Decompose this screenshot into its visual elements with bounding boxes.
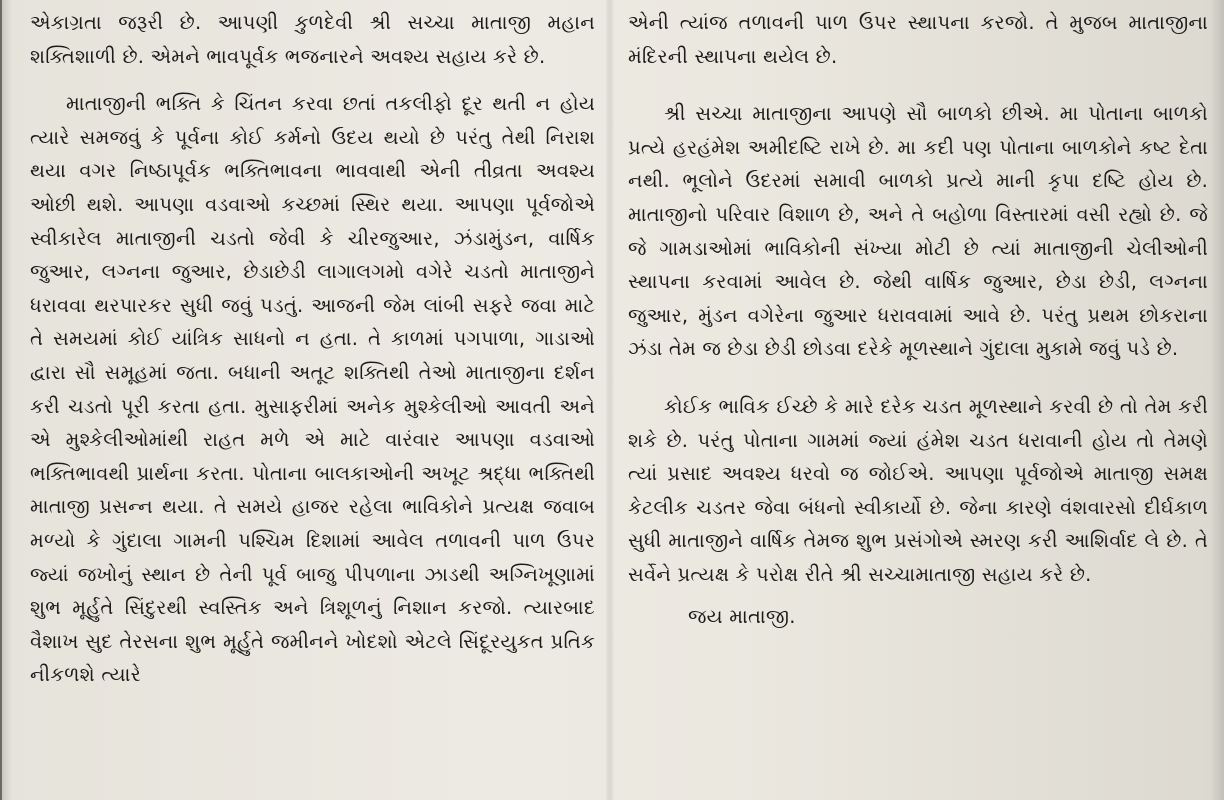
right-text-column bbox=[628, 6, 1208, 633]
page-gutter bbox=[606, 0, 614, 800]
left-text-column bbox=[30, 6, 595, 692]
right-page-edge bbox=[1210, 0, 1224, 800]
left-page-edge bbox=[0, 0, 12, 800]
left-paragraph-2: માતાજીની ભક્તિ કે ચિંતન કરવા છતાં તકલીફો દૂર થતી ન હોય ત્યારે સમજવું કે પૂર્વના કોઈ કર્મનો ઉદય થયો છે પરંતુ તેથી નિરાશ થયા વગર નિષ્ઠાપૂર્વક ભક્તિભાવના ભાવવાથી એની તીવ્રતા અવશ્ય ઓછી થશે. આપણા વડવાઓ કચ્છમાં સ્થિર થયા. આપણા પૂર્વજોએ સ્વીકારેલ માતાજીની ચડતો જેવી કે ચીરજુઆર, ઝંડામુંડન, વાર્ષિક જુઆર, લગ્નના જુઆર, છેડાછેડી લાગાલગમો વગેરે ચડતો માતાજીને ધરાવવા થરપારકર સુધી જવું પડતું. આજની જેમ લાંબી સફરે જવા માટે તે સમયમાં કોઈ યાંત્રિક સાધનો ન હતા. તે કાળમાં પગપાળા, ગાડાઓ દ્વારા સૌ સમૂહમાં જતા. બધાની અતૂટ શક્તિથી તેઓ માતાજીના દર્શન કરી ચડતો પૂરી કરતા હતા. મુસાફરીમાં અનેક મુશ્કેલીઓ આવતી અને એ મુશ્કેલીઓમાંથી રાહત મળે એ માટે વારંવાર આપણા વડવાઓ ભક્તિભાવથી પ્રાર્થના કરતા. પોતાના બાલકાઓની અખૂટ શ્રદ્ધા ભક્તિથી માતાજી પ્રસન્ન થયા. તે સમયે હાજર રહેલા ભાવિકોને પ્રત્યક્ષ જવાબ મળ્યો કે ગુંદાલા ગામની પશ્ચિમ દિશામાં આવેલ તળાવની પાળ ઉપર જ્યાં જખોનું સ્થાન છે તેની પૂર્વ બાજુ પીપળાના ઝાડથી અગ્નિખૂણામાં શુભ મૂર્હુતે સિંદુરથી સ્વસ્તિક અને ત્રિશૂળનું નિશાન કરજો. ત્યારબાદ વૈશાખ સુદ તેરસના શુભ મૂર્હુતે જમીનને ખોદશો એટલે સિંદૂરયુકત પ્રતિક નીકળશે ત્યારે bbox=[30, 92, 595, 687]
right-paragraph-3: કોઈક ભાવિક ઈચ્છે કે મારે દરેક ચડત મૂળસ્થાને કરવી છે તો તેમ કરી શકે છે. પરંતુ પોતાના ગામમાં જ્યાં હંમેશ ચડત ધરાવાની હોય તો તેમણે ત્યાં પ્રસાદ અવશ્ય ધરવો જ જોઈએ. આપણા પૂર્વજોએ માતાજી સમક્ષ કેટલીક ચડતર જેવા બંધનો સ્વીકાર્યો છે. જેના કારણે વંશવારસો દીર્ઘકાળ સુધી માતાજીને વાર્ષિક તેમજ શુભ પ્રસંગોએ સ્મરણ કરી આશિર્વાદ લે છે. તે સર્વેને પ્રત્યક્ષ કે પરોક્ષ રીતે શ્રી સચ્ચામાતાજી સહાય કરે છે. bbox=[628, 394, 1208, 586]
left-paragraph-1: એકાગ્રતા જરૂરી છે. આપણી કુળદેવી શ્રી સચ્ચા માતાજી મહાન શક્તિશાળી છે. એમને ભાવપૂર્વક ભજનારને અવશ્ય સહાય કરે છે. bbox=[30, 11, 595, 68]
right-paragraph-1: એની ત્યાંજ તળાવની પાળ ઉપર સ્થાપના કરજો. તે મુજબ માતાજીના મંદિરની સ્થાપના થયેલ છે. bbox=[628, 11, 1208, 68]
closing-line: જય માતાજી. bbox=[688, 604, 796, 628]
right-paragraph-2: શ્રી સચ્ચા માતાજીના આપણે સૌ બાળકો છીએ. મા પોતાના બાળકો પ્રત્યે હરહંમેશ અમીદષ્ટિ રાખે છે. મા કદી પણ પોતાના બાળકોને કષ્ટ દેતા નથી. ભૂલોને ઉદરમાં સમાવી બાળકો પ્રત્યે માની કૃપા દષ્ટિ હોય છે. માતાજીનો પરિવાર વિશાળ છે, અને તે બહોળા વિસ્તારમાં વસી રહ્યો છે. જે જે ગામડાઓમાં ભાવિકોની સંખ્યા મોટી છે ત્યાં માતાજીની ચેલીઓની સ્થાપના કરવામાં આવેલ છે. જેથી વાર્ષિક જુઆર, છેડા છેડી, લગ્નના જુઆર, મુંડન વગેરેના જુઆર ધરાવવામાં આવે છે. પરંતુ પ્રથમ છોકરાના ઝંડા તેમ જ છેડા છેડી છોડવા દરેકે મૂળસ્થાને ગુંદાલા મુકામે જવું પડે છે. bbox=[628, 102, 1208, 361]
